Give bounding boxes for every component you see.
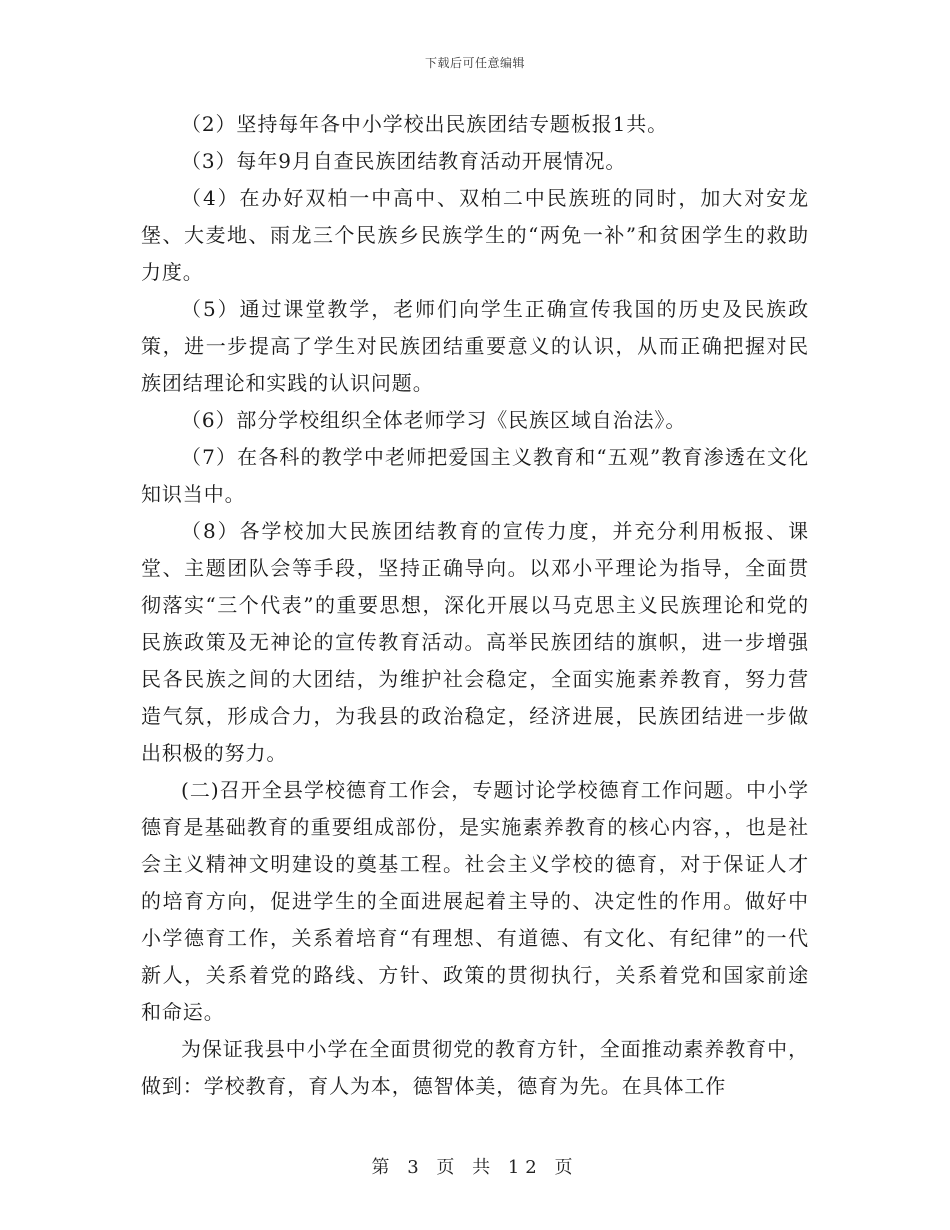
paragraph-section-2: (二)召开全县学校德育工作会，专题讨论学校德育工作问题。中小学德育是基础教育的重要组成部份，是实施素养教育的核心内容，，也是社会主义精神文明建设的奠基工程。社会主义学校的德育，对于保证人才的培育方向，促进学生的全面进展起着主导的、决定性的作用。做好中小学德育工作，关系着培育“有理想、有道德、有文化、有纪律”的一代新人，关系着党的路线、方针、政策的贯彻执行，关系着党和国家前途和命运。 [141, 778, 809, 1024]
paragraph-item-6: （6）部分学校组织全体老师学习《民族区域自治法》。 [181, 408, 687, 432]
page-number: 第 3 页 共 12 页 [371, 1157, 579, 1178]
paragraph-item-2: （2）坚持每年各中小学校出民族团结专题板报1共。 [181, 112, 669, 136]
paragraph-continuation: 为保证我县中小学在全面贯彻党的教育方针，全面推动素养教育中，做到：学校教育，育人为本，德智体美，德育为先。在具体工作 [141, 1037, 809, 1098]
paragraph-item-3: （3）每年9月自查民族团结教育活动开展情况。 [181, 149, 627, 173]
document-body [141, 106, 809, 1105]
paragraph-item-5: （5）通过课堂教学，老师们向学生正确宣传我国的历史及民族政策，进一步提高了学生对民族团结重要意义的认识，从而正确把握对民族团结理论和实践的认识问题。 [141, 297, 809, 395]
paragraph-item-4: （4）在办好双柏一中高中、双柏二中民族班的同时，加大对安龙堡、大麦地、雨龙三个民族乡民族学生的“两免一补”和贫困学生的救助力度。 [141, 186, 809, 284]
paragraph-item-7: （7）在各科的教学中老师把爱国主义教育和“五观”教育渗透在文化知识当中。 [141, 445, 809, 506]
page-header: 下载后可任意编辑 [424, 56, 525, 70]
paragraph-item-8: （8）各学校加大民族团结教育的宣传力度，并充分利用板报、课堂、主题团队会等手段，坚持正确导向。以邓小平理论为指导，全面贯彻落实“三个代表”的重要思想，深化开展以马克思主义民族理论和党的民族政策及无神论的宣传教育活动。高举民族团结的旗帜，进一步增强民各民族之间的大团结，为维护社会稳定，全面实施素养教育，努力营造气氛，形成合力，为我县的政治稳定，经济进展，民族团结进一步做出积极的努力。 [141, 519, 809, 765]
